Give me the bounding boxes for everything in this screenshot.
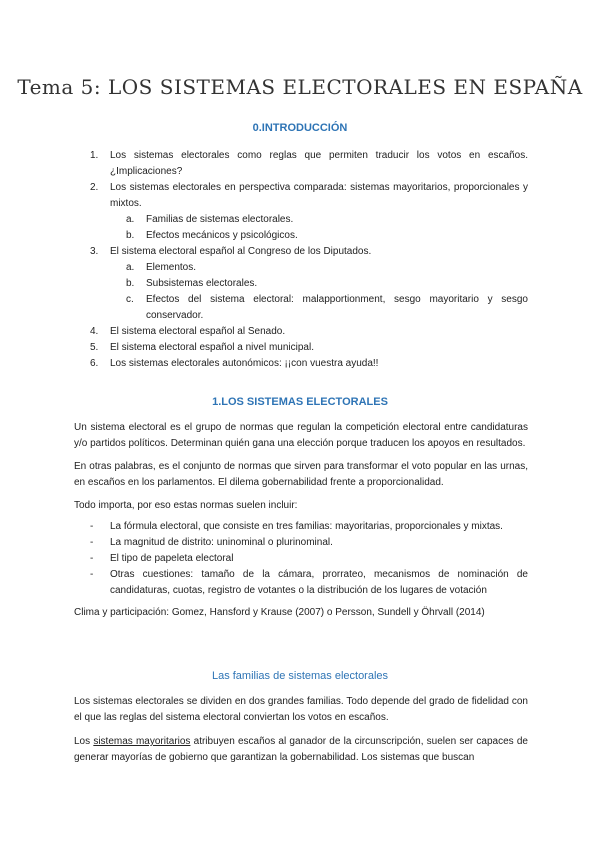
toc-item-1 xyxy=(74,148,528,180)
toc-number: 5. xyxy=(90,342,99,353)
toc-text: Los sistemas electorales en perspectiva comparada: sistemas mayoritarios, proporcionales y mixtos. xyxy=(110,182,528,209)
toc-text: Familias de sistemas electorales. xyxy=(146,214,294,225)
toc-number: a. xyxy=(126,214,135,225)
toc-text: Los sistemas electorales como reglas que permiten traducir los votos en escaños. ¿Implicaciones? xyxy=(110,150,528,177)
toc-text: El sistema electoral español al Senado. xyxy=(110,326,286,337)
toc-number: a. xyxy=(126,262,135,273)
toc-text: Los sistemas electorales autonómicos: ¡¡con vuestra ayuda!! xyxy=(110,358,379,369)
toc-item-5 xyxy=(74,340,528,356)
paragraph: Todo importa, por eso estas normas suelen incluir: xyxy=(74,500,298,511)
text-fragment: atribuyen escaños al ganador de la circunscripción, suelen ser capaces de generar mayorías de gobierno que garantizan la gobernabilidad. Los sistemas que buscan xyxy=(74,736,528,763)
text-fragment: Los xyxy=(74,736,94,747)
toc-number: 2. xyxy=(90,182,99,193)
bullet-text: La fórmula electoral, que consiste en tres familias: mayoritarias, proporcionales y mixtas. xyxy=(110,521,503,532)
toc-number: 1. xyxy=(90,150,99,161)
bullet-item xyxy=(74,519,528,535)
toc-number: 3. xyxy=(90,246,99,257)
bullet-marker: - xyxy=(90,537,94,548)
bullet-text: La magnitud de distrito: uninominal o plurinominal. xyxy=(110,537,333,548)
section1-body xyxy=(74,420,528,621)
bullet-text: El tipo de papeleta electoral xyxy=(110,553,234,564)
families-heading: Las familias de sistemas electorales xyxy=(211,670,389,682)
bullet-marker: - xyxy=(90,569,94,580)
paragraph: En otras palabras, es el conjunto de normas que sirven para transformar el voto popular en las urnas, en escaños en los parlamentos. El dilema gobernabilidad frente a proporcionalidad. xyxy=(74,461,528,488)
toc-subitem-3b xyxy=(74,276,528,292)
paragraph xyxy=(74,734,528,766)
toc-list xyxy=(74,148,528,372)
paragraph: Los sistemas electorales se dividen en dos grandes familias. Todo depende del grado de fidelidad con el que las reglas del sistema electoral conviertan los votos en escaños. xyxy=(74,696,528,723)
bullet-list xyxy=(74,519,528,599)
underlined-term: sistemas mayoritarios xyxy=(93,736,191,747)
bullet-item xyxy=(74,535,528,551)
toc-item-6 xyxy=(74,356,528,372)
bullet-marker: - xyxy=(90,521,94,532)
toc-subitem-3c xyxy=(74,292,528,324)
toc-number: b. xyxy=(126,230,135,241)
toc-subitem-2b xyxy=(74,228,528,244)
bullet-marker: - xyxy=(90,553,94,564)
toc-subitem-2a xyxy=(74,212,528,228)
toc-text: Elementos. xyxy=(146,262,197,273)
page-title: Tema 5: LOS SISTEMAS ELECTORALES EN ESPAÑA xyxy=(17,75,583,99)
intro-heading: 0.INTRODUCCIÓN xyxy=(252,122,348,134)
toc-text: El sistema electoral español al Congreso de los Diputados. xyxy=(110,246,372,257)
toc-item-2 xyxy=(74,180,528,212)
toc-subitem-3a xyxy=(74,260,528,276)
toc-text: Efectos del sistema electoral: malapportionment, sesgo mayoritario y sesgo conservador. xyxy=(146,294,528,321)
toc-text: El sistema electoral español a nivel municipal. xyxy=(110,342,314,353)
toc-item-4 xyxy=(74,324,528,340)
toc-number: 6. xyxy=(90,358,99,369)
bullet-item xyxy=(74,551,528,567)
toc-number: c. xyxy=(126,294,134,305)
toc-number: 4. xyxy=(90,326,99,337)
toc-item-3 xyxy=(74,244,528,260)
reference-line: Clima y participación: Gomez, Hansford y Krause (2007) o Persson, Sundell y Öhrvall (2014) xyxy=(74,607,485,618)
toc-text: Efectos mecánicos y psicológicos. xyxy=(146,230,298,241)
bullet-item xyxy=(74,567,528,599)
families-body xyxy=(74,694,528,766)
paragraph: Un sistema electoral es el grupo de normas que regulan la competición electoral entre candidaturas y/o partidos políticos. Determinan quién gana una elección porque traducen los apoyos en resultados. xyxy=(74,422,528,449)
toc-text: Subsistemas electorales. xyxy=(146,278,258,289)
toc-number: b. xyxy=(126,278,135,289)
section1-heading: 1.LOS SISTEMAS ELECTORALES xyxy=(212,396,388,408)
bullet-text: Otras cuestiones: tamaño de la cámara, prorrateo, mecanismos de nominación de candidaturas, cuotas, registro de votantes o la distribución de los lugares de votación xyxy=(110,569,528,596)
